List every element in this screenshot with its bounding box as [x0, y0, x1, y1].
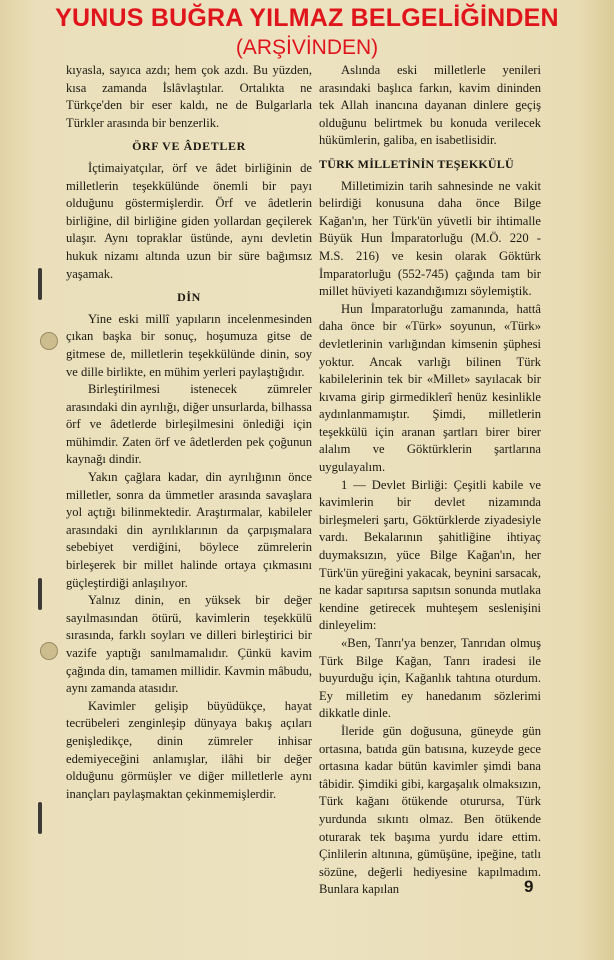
din-paragraph-3: Yakın çağlara kadar, din ayrılığının önce milletler, sonra da ümmetler arasında savaşlara yol açtığı bilinmektedir. Araştırmalar, kabileler arasındaki din ayrılıklarının da çarpışmalara sebebiyet verdiğini, böylece zümrelerin birleşerek bir millet halinde ortaya çıkmasını güçleştirdiği anlaşılıyor. — [66, 470, 312, 590]
heading-orf-ve-adetler: ÖRF VE ÂDETLER — [132, 139, 246, 154]
right-column — [319, 62, 541, 899]
orf-paragraph: İçtimaiyatçılar, örf ve âdet birliğinin de milletlerin teşekkülünde önemli bir payı olduğunu göstermişlerdir. Örf ve âdetlerin birliğine, dil birliğine giden yollardan geçilerek ulaşır. Aynı topraklar üstünde, aynı devletin hukuk nizamı altında uzun bir süre bağımsız yaşamak. — [66, 160, 312, 281]
left-intro-paragraph: kıyasla, sayıca azdı; hem çok azdı. Bu yüzden, kısa zamanda İslâvlaştılar. Ortalıkta ne Türkçe'den bir eser kaldı, ne de Bulgarlarla Türkler arasında bir benzerlik. — [66, 63, 312, 130]
turk-paragraph-2: Hun İmparatorluğu zamanında, hattâ daha önce bir «Türk» soyunun, «Türk» devletlerinin varlığından kimsenin şüphesi yoktur. Ancak varlığı bilinen Türk kabilelerinin tek bir «Millet» sayılacak bir kıvama girip girmediklerî henüz kesinlikle aydınlanmamıştır. Şimdi, milletlerin teşekkülü için aranan şartları birer birer alalım ve Göktürklerin şartlarına uygulayalım. — [319, 301, 541, 475]
turk-paragraph-1: Milletimizin tarih sahnesinde ne vakit belirdiği konusuna daha önce Bilge Kağan'ın, her Türk'ün yüvetli bir ihtimalle Büyük Hun İmparatorluğu (M.Ö. 220 - M.S. 216) ve kesin olarak Göktürk İmparatorluğu (552-745) çağında tam bir millet hüviyeti kazandığımızı söylemiştik. — [319, 178, 541, 299]
heading-turk-milletinin-tesekkulu: TÜRK MİLLETİNİN TEŞEKKÜLÜ — [319, 156, 514, 171]
din-paragraph-5: Kavimler gelişip büyüdükçe, hayat tecrübeleri zenginleşip dünyaya bakış açıları genişledikçe, dinin zümreler inhisar edemiyeceğini anlamışlar, ilâhi bir değer olduğunu görmüşler ve diğer milletlerle aynı inançları paylaşmaktan çekinmemişlerdir. — [66, 698, 312, 801]
turk-paragraph-3: 1 — Devlet Birliği: Çeşitli kabile ve kavimlerin bir devlet nizamında birleşmeleri şartı, Göktürklerde ziyadesiyle vardı. Bekalarının şahitliğine ihtiyaç duymaksızın, yüce Bilge Kağan'ın, her Türk'ün yüreğini yakacak, beynini sarsacak, ne kadar sapıtırsa sapıtsın sonunda mutlaka kendine getirecek muhteşem seslenişini dinleyelim: — [319, 477, 541, 633]
bilge-kagan-quote: «Ben, Tanrı'ya benzer, Tanrıdan olmuş Türk Bilge Kağan, Tanrı iradesi ile buyurduğu için, Kağanlık tahtına oturdum. Ey milletim ey hanedanım sözlerimi dikkatle dinle. — [319, 636, 541, 721]
din-paragraph-4: Yalnız dinin, en yüksek bir değer sayılmasından ötürü, kavimlerin teşekkülü sırasında, farklı soyları ve dilleri birleştirici bir vazife yaptığı sanılmamalıdır. Çünkü kavim çağında din, tamamen millidir. Kavmin mâbudu, aynı zamanda atasıdır. — [66, 593, 312, 696]
din-paragraph-2: Birleştirilmesi istenecek zümreler arasındaki din ayrılığı, diğer unsurlarda, bilhassa örf ve âdetlerde birleşilmesini önlediği için mühimdir. Zaten örf ve âdetlerden pek çoğunun kaynağı dindir. — [66, 382, 312, 467]
page-number: 9 — [524, 877, 534, 896]
binding-hole — [40, 642, 58, 660]
right-intro-paragraph: Aslında eski milletlerle yenileri arasındaki başlıca farkın, kavim dininden tek Allah inancına dayanan dinlere geçiş olduğunu belirtmek bu konuda verilecek hükümlerin, galiba, en isabetlisidir. — [319, 63, 541, 148]
din-paragraph-1: Yine eski millî yapıların incelenmesinden çıkan başka bir sonuç, hoşumuza gitse de gitmese de, milletlerin teşekkülünde dinin, soy ve dille birlikte, en mühim yerleri paylaştığıdır. — [66, 311, 312, 379]
turk-paragraph-4: İleride gün doğusuna, güneyde gün ortasına, batıda gün batısına, kuzeyde gece ortasına kadar bütün kavimler şimdi bana tâbidir. Şimdiki gibi, kargaşalık olmaksızın, Türk kağanı ötükende oturursa, Türk yurdunda sıkıntı olmaz. Ben ötükende oturarak tek başıma yurdu idare ettim. Çinlilerin altınına, gümüşüne, ipeğine, tatlı sözüne, değerli hediyesine kapılmadım. Bunlara kapılan — [319, 723, 541, 897]
heading-din: DİN — [177, 290, 201, 305]
watermark-subtitle: (ARŞİVİNDEN) — [235, 36, 379, 59]
binding-hole — [40, 332, 58, 350]
staple — [38, 268, 42, 300]
staple — [38, 578, 42, 610]
left-column — [66, 62, 312, 803]
watermark-title: YUNUS BUĞRA YILMAZ BELGELİĞİNDEN — [55, 4, 559, 32]
staple — [38, 802, 42, 834]
